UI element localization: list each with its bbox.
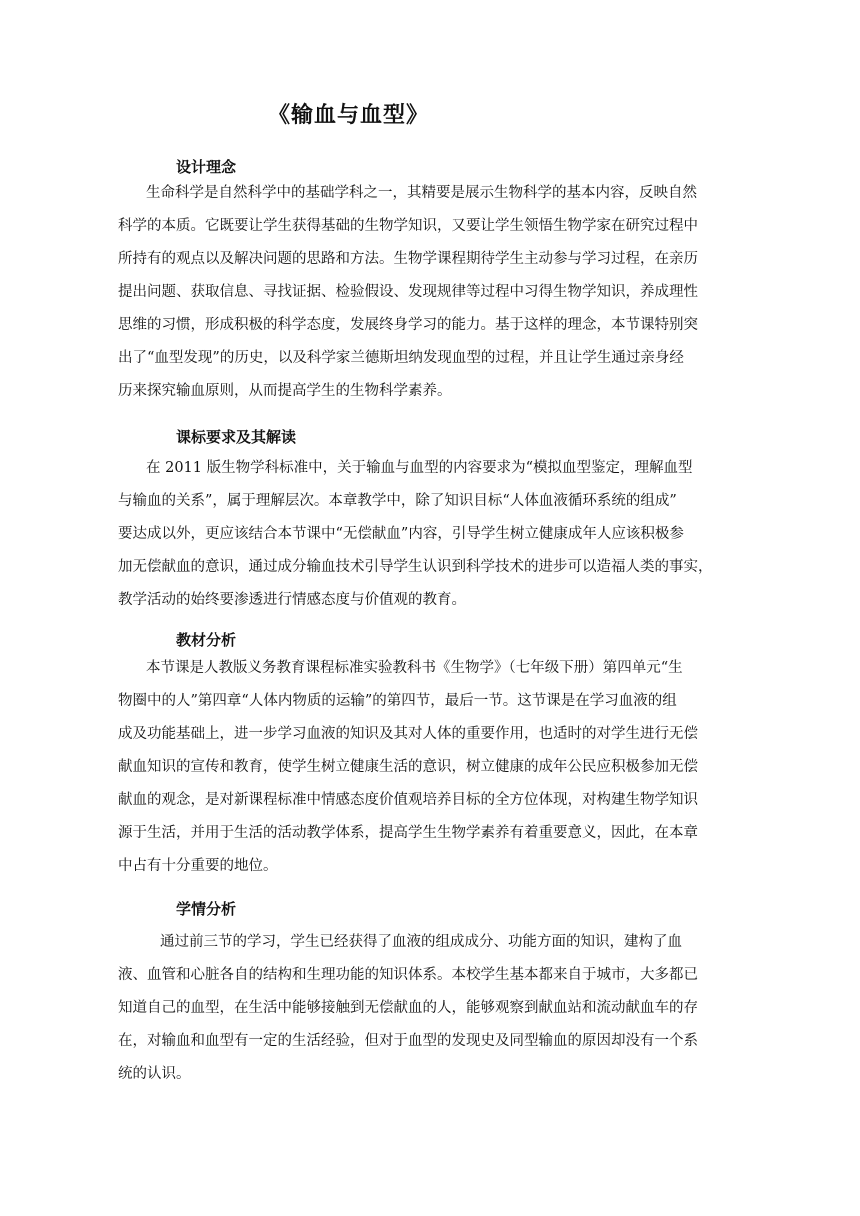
text-line: 液、血管和心脏各自的结构和生理功能的知识体系。本校学生基本都来自于城市，大多都已 — [118, 967, 698, 983]
text-line: 加无偿献血的意识，通过成分输血技术引导学生认识到科学技术的进步可以造福人类的事实， — [118, 559, 713, 575]
text-line: 本节课是人教版义务教育课程标准实验教科书《生物学》（七年级下册）第四单元“生 — [146, 660, 683, 676]
text-line: 统的认识。 — [118, 1066, 191, 1082]
text-line: 历来探究输血原则，从而提高学生的生物科学素养。 — [118, 383, 452, 399]
document-title: 《输血与血型》 — [268, 103, 430, 128]
text-line: 物圈中的人”第四章“人体内物质的运输”的第四节，最后一节。这节课是在学习血液的组 — [118, 693, 677, 709]
text-line: 思维的习惯，形成积极的科学态度，发展终身学习的能力。基于这样的理念，本节课特别突 — [118, 317, 698, 333]
text-line: 生命科学是自然科学中的基础学科之一，其精要是展示生物科学的基本内容，反映自然 — [146, 185, 697, 201]
text-line: 中占有十分重要的地位。 — [118, 858, 278, 874]
text-line: 通过前三节的学习，学生已经获得了血液的组成成分、功能方面的知识，建构了血 — [160, 934, 682, 950]
text-line: 在，对输血和血型有一定的生活经验，但对于血型的发现史及同型输血的原因却没有一个系 — [118, 1033, 698, 1049]
text-line: 所持有的观点以及解决问题的思路和方法。生物学课程期待学生主动参与学习过程，在亲历 — [118, 251, 698, 267]
text-line: 源于生活，并用于生活的活动教学体系，提高学生生物学素养有着重要意义，因此，在本章 — [118, 825, 698, 841]
section-heading-textbook-analysis: 教材分析 — [176, 631, 237, 649]
section-heading-curriculum-requirements: 课标要求及其解读 — [176, 428, 297, 446]
section-body-design-concept — [118, 177, 744, 408]
text-line: 要达成以外，更应该结合本节课中“无偿献血”内容，引导学生树立健康成年人应该积极参 — [118, 526, 684, 542]
text-line: 在 2011 版生物学科标准中，关于输血与血型的内容要求为“模拟血型鉴定，理解血型 — [146, 460, 693, 476]
text-line: 科学的本质。它既要让学生获得基础的生物学知识，又要让学生领悟生物学家在研究过程中 — [118, 218, 698, 234]
section-body-curriculum-requirements — [118, 452, 744, 617]
text-line: 教学活动的始终要渗透进行情感态度与价值观的教育。 — [118, 592, 466, 608]
text-line: 献血的观念，是对新课程标准中情感态度价值观培养目标的全方位体现，对构建生物学知识 — [118, 792, 698, 808]
section-heading-design-concept: 设计理念 — [176, 158, 237, 176]
text-line: 与输血的关系”，属于理解层次。本章教学中，除了知识目标“人体血液循环系统的组成” — [118, 493, 677, 509]
section-body-student-analysis — [118, 926, 744, 1091]
text-line: 知道自己的血型，在生活中能够接触到无偿献血的人，能够观察到献血站和流动献血车的存 — [118, 1000, 698, 1016]
section-heading-student-analysis: 学情分析 — [176, 900, 237, 918]
text-line: 出了“血型发现”的历史，以及科学家兰德斯坦纳发现血型的过程，并且让学生通过亲身经 — [118, 350, 684, 366]
text-line: 献血知识的宣传和教育，使学生树立健康生活的意识，树立健康的成年公民应积极参加无偿 — [118, 759, 698, 775]
text-line: 提出问题、获取信息、寻找证据、检验假设、发现规律等过程中习得生物学知识，养成理性 — [118, 284, 698, 300]
text-line: 成及功能基础上，进一步学习血液的知识及其对人体的重要作用，也适时的对学生进行无偿 — [118, 726, 698, 742]
section-body-textbook-analysis — [118, 652, 744, 883]
